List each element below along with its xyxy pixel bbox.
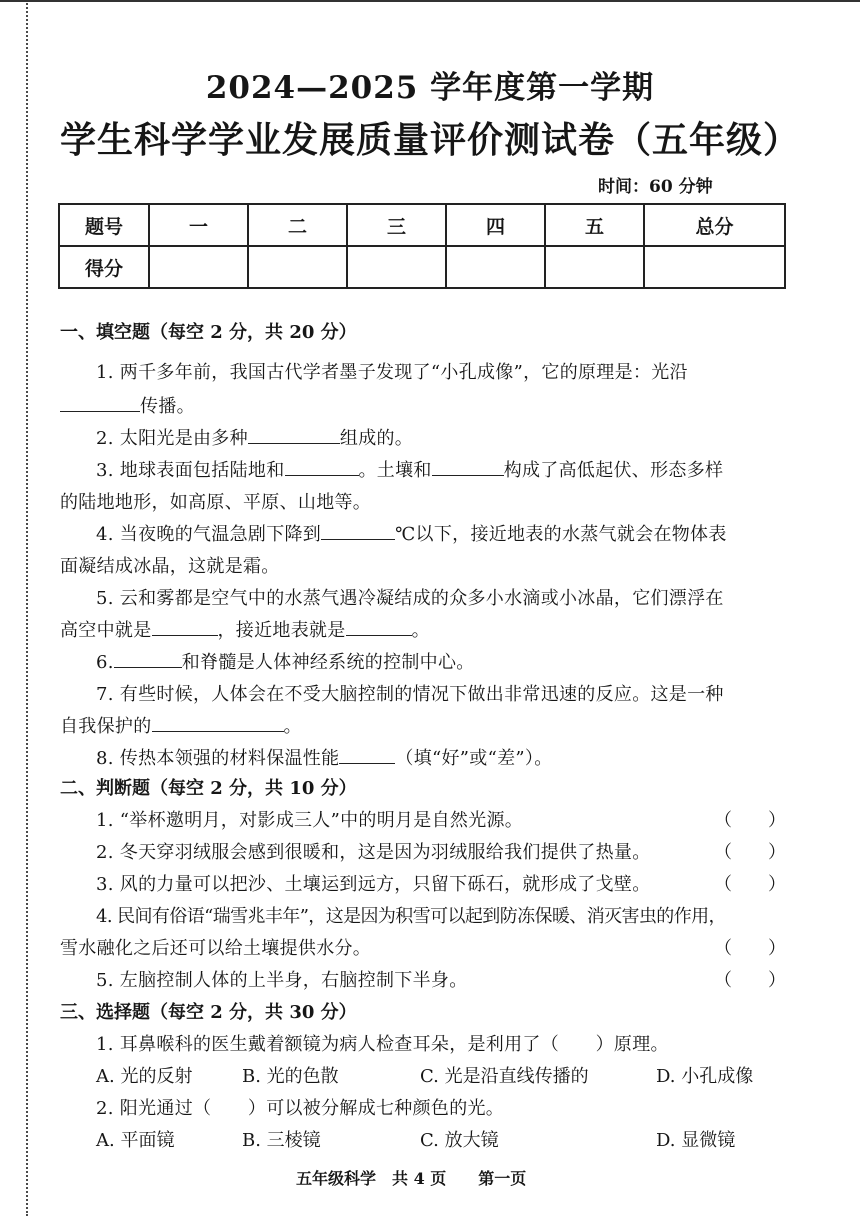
answer-blank[interactable] — [321, 521, 395, 540]
choice-q2-option-d[interactable]: D. 显微镜 — [656, 1130, 736, 1151]
score-input-2[interactable] — [248, 246, 347, 288]
answer-blank[interactable] — [60, 393, 140, 412]
fill-q5-text-b: 高空中就是 — [60, 620, 152, 641]
judge-q2: 2. 冬天穿羽绒服会感到很暖和，这是因为羽绒服给我们提供了热量。 — [96, 842, 651, 863]
fill-q1-line1: 1. 两千多年前，我国古代学者墨子发现了“小孔成像”，它的原理是：光沿 — [96, 362, 688, 383]
answer-blank[interactable] — [285, 457, 359, 476]
fill-q4-text-a: 4. 当夜晚的气温急剧下降到 — [96, 524, 322, 545]
score-cell-total: 总分 — [644, 204, 785, 246]
choice-section-heading: 三、选择题（每空 2 分，共 30 分） — [60, 1002, 357, 1023]
judge-q1: 1. “举杯邀明月，对影成三人”中的明月是自然光源。 — [96, 810, 524, 831]
fill-q6-text-b: 和脊髓是人体神经系统的控制中心。 — [181, 652, 475, 673]
fill-section-heading: 一、填空题（每空 2 分，共 20 分） — [60, 322, 357, 343]
score-input-3[interactable] — [347, 246, 446, 288]
fill-q1-text: 传播。 — [140, 396, 195, 417]
fill-q5-line1: 5. 云和雾都是空气中的水蒸气遇冷凝结成的众多小水滴或小冰晶，它们漂浮在 — [96, 588, 724, 609]
page-footer: 五年级科学 共 4 页 第一页 — [296, 1169, 527, 1188]
choice-q2-option-c[interactable]: C. 放大镜 — [420, 1130, 499, 1151]
fill-q5-line2 — [60, 616, 430, 642]
fill-q5-text-c: ，接近地表就是 — [217, 620, 346, 641]
choice-q2-option-a[interactable]: A. 平面镜 — [96, 1130, 175, 1151]
fill-q6-line — [96, 648, 475, 674]
fill-q4-text-b: ℃以下，接近地表的水蒸气就会在物体表 — [395, 524, 727, 545]
fill-q3-text-c: 构成了高低起伏、形态多样 — [503, 460, 724, 481]
score-input-4[interactable] — [446, 246, 545, 288]
fill-q1-line2 — [60, 392, 195, 418]
choice-q1-option-d[interactable]: D. 小孔成像 — [656, 1066, 754, 1087]
score-cell-4: 四 — [446, 204, 545, 246]
answer-paren[interactable]: （ ） — [714, 874, 786, 895]
answer-paren[interactable]: （ ） — [714, 842, 786, 863]
fill-q4-line2: 面凝结成冰晶，这就是霜。 — [60, 556, 280, 577]
score-cell-1: 一 — [149, 204, 248, 246]
answer-blank[interactable] — [346, 617, 412, 636]
score-row-label: 得分 — [59, 246, 149, 288]
fill-q8-text-a: 8. 传热本领强的材料保温性能 — [96, 748, 340, 769]
fill-q3-text-a: 3. 地球表面包括陆地和 — [96, 460, 285, 481]
score-cell-5: 五 — [545, 204, 644, 246]
fill-q7-line1: 7. 有些时候，人体会在不受大脑控制的情况下做出非常迅速的反应。这是一种 — [96, 684, 724, 705]
answer-blank[interactable] — [114, 649, 182, 668]
score-cell-3: 三 — [347, 204, 446, 246]
score-input-5[interactable] — [545, 246, 644, 288]
fill-q2-text-b: 组成的。 — [339, 428, 414, 449]
fill-q7-text-c: 。 — [283, 716, 302, 737]
score-table-header-row — [59, 204, 785, 246]
score-table-score-row — [59, 246, 785, 288]
choice-q1-option-a[interactable]: A. 光的反射 — [96, 1066, 193, 1087]
answer-blank[interactable] — [152, 617, 218, 636]
fill-q3-text-b: 。土壤和 — [358, 460, 432, 481]
time-limit: 时间：60 分钟 — [598, 177, 713, 197]
choice-q2-option-b[interactable]: B. 三棱镜 — [242, 1130, 321, 1151]
fill-q8-line — [96, 744, 553, 770]
fill-q7-line2 — [60, 712, 302, 738]
fill-q6-text-a: 6. — [96, 652, 114, 673]
score-input-1[interactable] — [149, 246, 248, 288]
fill-q7-text-b: 自我保护的 — [60, 716, 152, 737]
answer-paren[interactable]: （ ） — [714, 810, 786, 831]
choice-q1-option-c[interactable]: C. 光是沿直线传播的 — [420, 1066, 589, 1087]
answer-blank[interactable] — [152, 713, 284, 732]
fill-q5-text-d: 。 — [411, 620, 430, 641]
choice-q2: 2. 阳光通过（ ）可以被分解成七种颜色的光。 — [96, 1098, 505, 1119]
fill-q3-line2: 的陆地地形，如高原、平原、山地等。 — [60, 492, 372, 513]
fill-q8-text-b: （填“好”或“差”）。 — [395, 748, 553, 769]
judge-q4-line2: 雪水融化之后还可以给土壤提供水分。 — [60, 938, 372, 959]
score-table — [58, 203, 786, 289]
judge-q4-line1: 4. 民间有俗语“瑞雪兆丰年”，这是因为积雪可以起到防冻保暖、消灭害虫的作用， — [96, 906, 726, 927]
score-input-total[interactable] — [644, 246, 785, 288]
judge-q3: 3. 风的力量可以把沙、土壤运到远方，只留下砾石，就形成了戈壁。 — [96, 874, 651, 895]
judge-q5: 5. 左脑控制人体的上半身，右脑控制下半身。 — [96, 970, 468, 991]
binding-dotted-line — [26, 0, 28, 1216]
fill-q2-line — [96, 424, 413, 450]
score-cell-2: 二 — [248, 204, 347, 246]
choice-q1: 1. 耳鼻喉科的医生戴着额镜为病人检查耳朵，是利用了（ ）原理。 — [96, 1034, 669, 1055]
answer-paren[interactable]: （ ） — [714, 938, 786, 959]
fill-q2-text-a: 2. 太阳光是由多种 — [96, 428, 248, 449]
fill-q4-line1 — [96, 520, 727, 546]
judge-section-heading: 二、判断题（每空 2 分，共 10 分） — [60, 778, 357, 799]
term-title: 2024—2025 学年度第一学期 — [205, 70, 655, 106]
fill-q3-line1 — [96, 456, 723, 482]
exam-title: 学生科学学业发展质量评价测试卷（五年级） — [60, 119, 801, 161]
answer-blank[interactable] — [248, 425, 340, 444]
score-cell-label: 题号 — [59, 204, 149, 246]
top-border — [0, 0, 860, 2]
choice-q1-option-b[interactable]: B. 光的色散 — [242, 1066, 339, 1087]
answer-blank[interactable] — [432, 457, 504, 476]
answer-blank[interactable] — [339, 745, 395, 764]
answer-paren[interactable]: （ ） — [714, 970, 786, 991]
